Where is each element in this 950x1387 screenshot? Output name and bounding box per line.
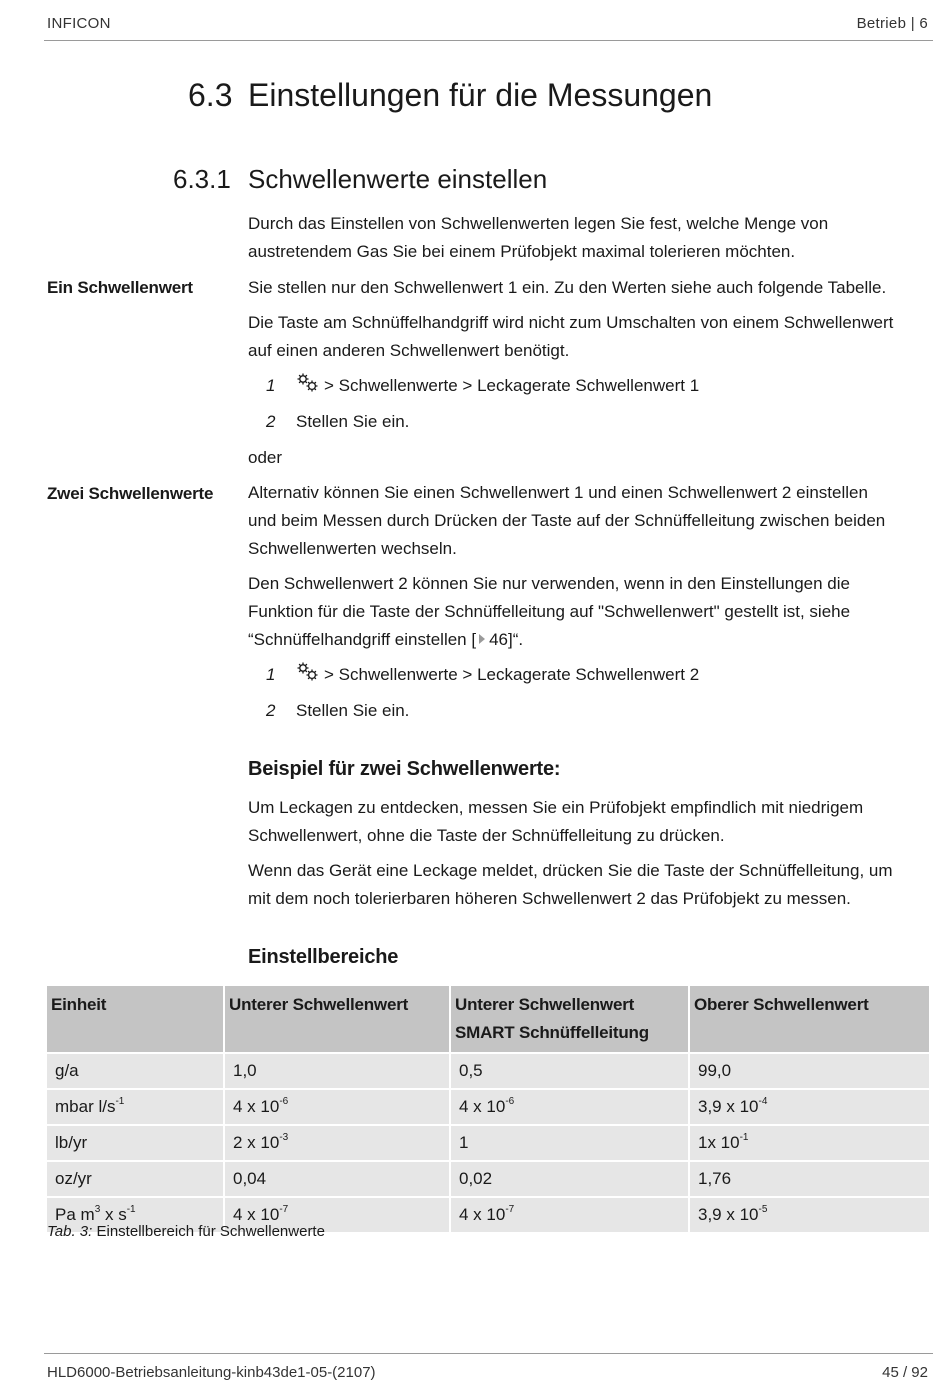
step-number: 1 bbox=[266, 665, 276, 684]
settings-gear-icon[interactable] bbox=[296, 372, 320, 394]
footer-page-number: 45 / 92 bbox=[882, 1364, 928, 1381]
table-row bbox=[47, 1053, 929, 1089]
side-label-one-threshold: Ein Schwellenwert bbox=[47, 278, 193, 297]
subsection-title: Schwellenwerte einstellen bbox=[248, 164, 548, 194]
example-paragraph: Um Leckagen zu entdecken, messen Sie ein Prüfobjekt empfindlich mit niedrigem Schwellenwert, ohne die Taste der Schnüffelleitung zu drücken. bbox=[248, 798, 864, 845]
column-header: Oberer Schwellenwert bbox=[689, 986, 929, 1053]
table-cell: 3,9 x $10^{-5}$ bbox=[689, 1197, 929, 1233]
table-row bbox=[47, 1089, 929, 1125]
table-cell: 1 bbox=[450, 1125, 689, 1161]
one-threshold-text: Sie stellen nur den Schwellenwert 1 ein. Zu den Werten siehe auch folgende Tabelle. bbox=[248, 278, 887, 297]
table-cell: 4 x $10^{-7}$ bbox=[450, 1197, 689, 1233]
table-cell: mbar $l/s^{-1}$ bbox=[47, 1089, 224, 1125]
table-row bbox=[47, 1161, 929, 1197]
column-header: Unterer Schwellenwert bbox=[224, 986, 450, 1053]
step-number: 2 bbox=[266, 701, 276, 720]
subsection-number: 6.3.1 bbox=[173, 164, 231, 194]
table-cell: 99,0 bbox=[689, 1053, 929, 1089]
ranges-heading: Einstellbereiche bbox=[248, 946, 399, 968]
step-item: > Schwellenwerte > Leckagerate Schwellenwert 2 bbox=[296, 661, 699, 689]
step-number: 2 bbox=[266, 412, 276, 431]
threshold-ranges-table bbox=[47, 986, 929, 1234]
page-reference-arrow-icon bbox=[479, 634, 485, 644]
table-cell: 3,9 x $10^{-4}$ bbox=[689, 1089, 929, 1125]
section-title: Einstellungen für die Messungen bbox=[248, 77, 713, 113]
table-cell: lb/yr bbox=[47, 1125, 224, 1161]
example-heading: Beispiel für zwei Schwellenwerte: bbox=[248, 758, 561, 780]
footer-document-id: HLD6000-Betriebsanleitung-kinb43de1-05-(2107) bbox=[47, 1364, 376, 1381]
table-caption: Tab. 3: Einstellbereich für Schwellenwerte bbox=[47, 1223, 325, 1240]
table-cell: 4 x $10^{-6}$ bbox=[450, 1089, 689, 1125]
footer-rule bbox=[44, 1353, 933, 1354]
table-cell: 4 x $10^{-6}$ bbox=[224, 1089, 450, 1125]
table-cell: 2 x $10^{-3}$ bbox=[224, 1125, 450, 1161]
table-cell: 0,5 bbox=[450, 1053, 689, 1089]
example-paragraph: Wenn das Gerät eine Leckage meldet, drücken Sie die Taste der Schnüffelleitung, um mit dem noch tolerierbaren höheren Schwellenwert 2 das Prüfobjekt zu messen. bbox=[248, 861, 893, 908]
step-number: 1 bbox=[266, 376, 276, 395]
header-rule bbox=[44, 40, 933, 41]
cross-reference-link[interactable]: “Schnüffelhandgriff einstellen [ 46]“. bbox=[248, 630, 524, 649]
column-header: Einheit bbox=[47, 986, 224, 1053]
table-cell: 1x $10^{-1}$ bbox=[689, 1125, 929, 1161]
table-cell: 1,76 bbox=[689, 1161, 929, 1197]
step-item: Stellen Sie ein. bbox=[296, 412, 410, 431]
step-item: > Schwellenwerte > Leckagerate Schwellenwert 1 bbox=[296, 372, 699, 400]
intro-paragraph: Durch das Einstellen von Schwellenwerten legen Sie fest, welche Menge von austretendem Gas Sie bei einem Prüfobjekt maximal tolerieren möchten. bbox=[248, 214, 829, 261]
settings-gear-icon[interactable] bbox=[296, 661, 320, 683]
table-header-row bbox=[47, 986, 929, 1053]
table-cell: 0,02 bbox=[450, 1161, 689, 1197]
table-row bbox=[47, 1125, 929, 1161]
column-header: Unterer Schwellenwert SMART Schnüffelleitung bbox=[450, 986, 689, 1053]
one-threshold-note: Die Taste am Schnüffelhandgriff wird nicht zum Umschalten von einem Schwellenwert auf einen anderen Schwellenwert benötigt. bbox=[248, 313, 894, 360]
table-cell: Pa $m^3$ x $s^{-1}$ bbox=[47, 1197, 224, 1233]
header-brand: INFICON bbox=[47, 15, 111, 32]
step-item: Stellen Sie ein. bbox=[296, 701, 410, 720]
side-label-two-thresholds: Zwei Schwellenwerte bbox=[47, 484, 214, 503]
table-cell: 0,04 bbox=[224, 1161, 450, 1197]
table-cell: g/a bbox=[47, 1053, 224, 1089]
or-text: oder bbox=[248, 448, 283, 467]
section-number: 6.3 bbox=[188, 77, 233, 113]
table-cell: 4 x $10^{-7}$ bbox=[224, 1197, 450, 1233]
table-cell: oz/yr bbox=[47, 1161, 224, 1197]
two-thresholds-text: Alternativ können Sie einen Schwellenwert 1 und einen Schwellenwert 2 einstellen und beim Messen durch Drücken der Taste auf der Schnüffelleitung zwischen beiden Schwellenwerten wechseln. bbox=[248, 483, 886, 558]
header-chapter: Betrieb | 6 bbox=[856, 15, 928, 32]
two-thresholds-note: Den Schwellenwert 2 können Sie nur verwenden, wenn in den Einstellungen die Funktion für die Taste der Schnüffelleitung auf "Schwellenwert" gestellt ist, siehe “Schnüffelhandgriff einstellen [ 46]“. bbox=[248, 570, 850, 654]
table-cell: 1,0 bbox=[224, 1053, 450, 1089]
